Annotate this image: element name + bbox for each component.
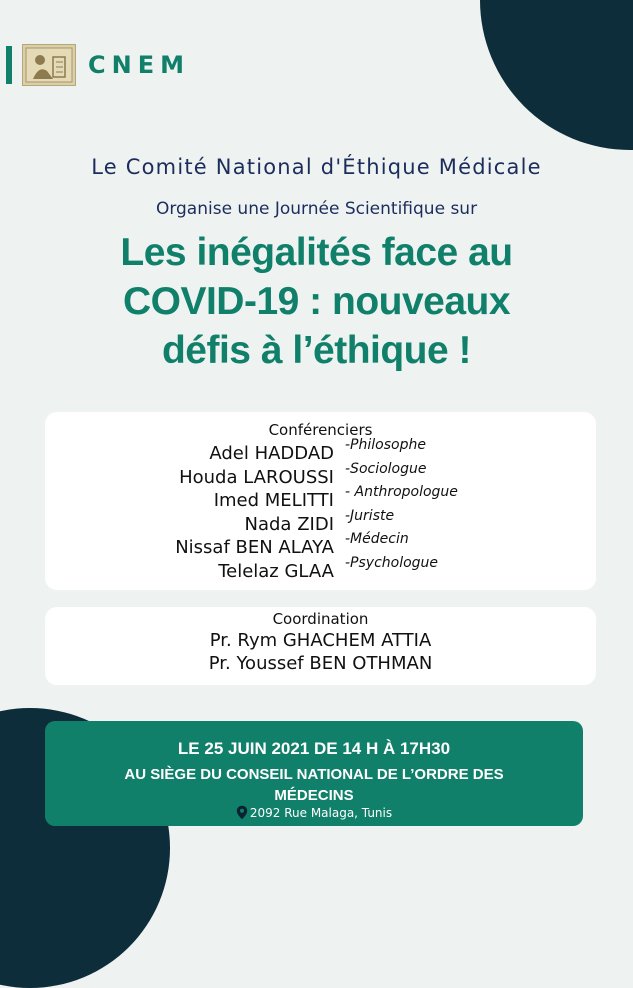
speaker-row xyxy=(45,554,596,584)
event-details-banner xyxy=(45,721,583,826)
speakers-card xyxy=(45,412,596,590)
speaker-role: -Philosophe xyxy=(345,437,426,453)
event-title xyxy=(0,228,633,375)
event-venue: AU SIÈGE DU CONSEIL NATIONAL DE L’ORDRE DES MÉDECINS xyxy=(124,766,504,804)
speakers-list xyxy=(45,437,596,583)
speaker-role: -Sociologue xyxy=(345,460,427,477)
speaker-row xyxy=(45,507,596,537)
speaker-name: Adel HADDAD xyxy=(209,443,334,464)
title-line: Les inégalités face au xyxy=(120,231,513,274)
speaker-role: -Médecin xyxy=(345,531,409,547)
brand-name: CNEM xyxy=(88,51,190,79)
speaker-name: Nada ZIDI xyxy=(244,513,334,535)
address-text: 2092 Rue Malaga, Tunis xyxy=(249,805,393,820)
coordination-list xyxy=(45,629,596,675)
speaker-row xyxy=(45,531,596,560)
speaker-row xyxy=(45,437,596,466)
header xyxy=(0,42,190,88)
coordination-heading: Coordination xyxy=(272,610,369,628)
speaker-name: Telelaz GLAA xyxy=(218,560,334,582)
title-line: défis à l’éthique ! xyxy=(161,329,472,372)
speaker-role: -Juriste xyxy=(345,507,395,524)
event-date: LE 25 JUIN 2021 DE 14 H À 17H30 xyxy=(177,739,451,758)
speaker-name: Nissaf BEN ALAYA xyxy=(175,537,334,558)
coordinator-name: Pr. Youssef BEN OTHMAN xyxy=(208,653,433,674)
speaker-name: Houda LAROUSSI xyxy=(179,466,334,488)
speaker-role: -Psychologue xyxy=(345,554,439,571)
committee-name: Le Comité National d'Éthique Médicale xyxy=(91,155,542,179)
coordinator-name: Pr. Rym GHACHEM ATTIA xyxy=(209,630,432,651)
speaker-role: - Anthropologue xyxy=(345,484,458,500)
title-line: COVID-19 : nouveaux xyxy=(122,280,511,323)
cnem-logo xyxy=(22,44,76,86)
coordination-card xyxy=(45,607,596,685)
speaker-row xyxy=(45,484,596,513)
speaker-row xyxy=(45,460,596,490)
location-pin-icon xyxy=(236,805,248,820)
event-intro: Organise une Journée Scientifique sur xyxy=(155,199,478,219)
speaker-name: Imed MELITTI xyxy=(213,490,334,511)
accent-bar xyxy=(6,46,12,84)
speakers-heading: Conférenciers xyxy=(268,421,373,439)
decorative-circle-top-right xyxy=(480,0,633,150)
event-address xyxy=(45,805,583,820)
